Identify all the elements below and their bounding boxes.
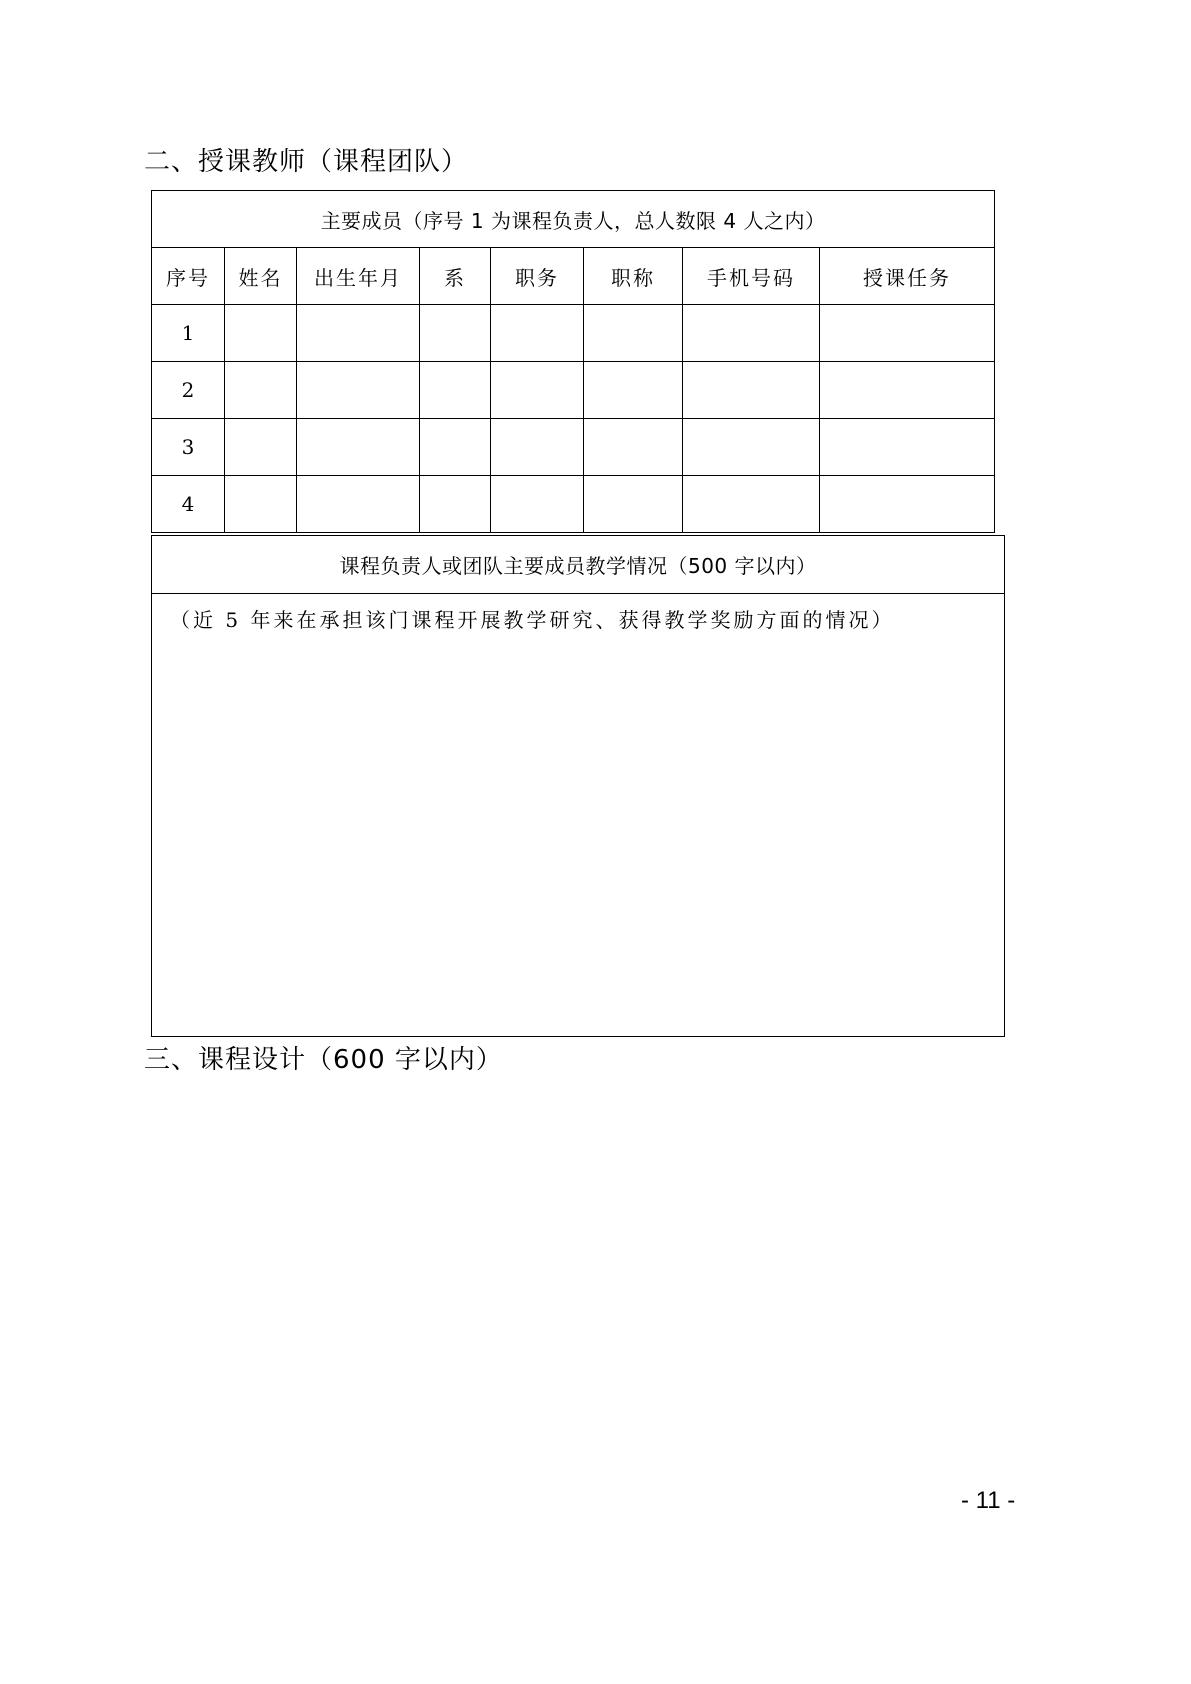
title-cell[interactable]	[584, 305, 683, 362]
section-2-heading: 二、授课教师（课程团队）	[144, 147, 469, 177]
position-cell[interactable]	[491, 305, 584, 362]
birth-cell[interactable]	[297, 305, 420, 362]
row-number: 1	[152, 305, 225, 362]
members-table-caption: 主要成员（序号 1 为课程负责人，总人数限 4 人之内）	[152, 191, 995, 248]
row-number: 2	[152, 362, 225, 419]
column-header-birth: 出生年月	[297, 248, 420, 305]
department-cell[interactable]	[420, 305, 491, 362]
department-cell[interactable]	[420, 362, 491, 419]
table-row	[152, 476, 995, 533]
department-cell[interactable]	[420, 419, 491, 476]
title-cell[interactable]	[584, 476, 683, 533]
row-number: 3	[152, 419, 225, 476]
teaching-situation-title: 课程负责人或团队主要成员教学情况（500 字以内）	[152, 536, 1004, 594]
birth-cell[interactable]	[297, 362, 420, 419]
phone-cell[interactable]	[683, 305, 820, 362]
birth-cell[interactable]	[297, 419, 420, 476]
title-cell[interactable]	[584, 419, 683, 476]
name-cell[interactable]	[225, 476, 297, 533]
position-cell[interactable]	[491, 419, 584, 476]
column-header-department: 系	[420, 248, 491, 305]
phone-cell[interactable]	[683, 419, 820, 476]
row-number: 4	[152, 476, 225, 533]
members-table-header-row	[152, 248, 995, 305]
table-row	[152, 305, 995, 362]
section-3-heading: 三、课程设计（600 字以内）	[144, 1045, 503, 1075]
column-header-name: 姓名	[225, 248, 297, 305]
column-header-title: 职称	[584, 248, 683, 305]
position-cell[interactable]	[491, 362, 584, 419]
department-cell[interactable]	[420, 476, 491, 533]
title-cell[interactable]	[584, 362, 683, 419]
column-header-seq: 序号	[152, 248, 225, 305]
task-cell[interactable]	[820, 362, 995, 419]
table-row	[152, 419, 995, 476]
teaching-situation-note[interactable]: （近 5 年来在承担该门课程开展教学研究、获得教学奖励方面的情况）	[170, 608, 895, 632]
task-cell[interactable]	[820, 419, 995, 476]
page-number: - 11 -	[961, 1487, 1016, 1514]
name-cell[interactable]	[225, 419, 297, 476]
column-header-phone: 手机号码	[683, 248, 820, 305]
task-cell[interactable]	[820, 476, 995, 533]
name-cell[interactable]	[225, 305, 297, 362]
phone-cell[interactable]	[683, 476, 820, 533]
name-cell[interactable]	[225, 362, 297, 419]
table-row	[152, 362, 995, 419]
phone-cell[interactable]	[683, 362, 820, 419]
column-header-position: 职务	[491, 248, 584, 305]
teaching-situation-box	[151, 535, 1005, 1037]
birth-cell[interactable]	[297, 476, 420, 533]
column-header-task: 授课任务	[820, 248, 995, 305]
members-table	[151, 190, 995, 533]
position-cell[interactable]	[491, 476, 584, 533]
task-cell[interactable]	[820, 305, 995, 362]
